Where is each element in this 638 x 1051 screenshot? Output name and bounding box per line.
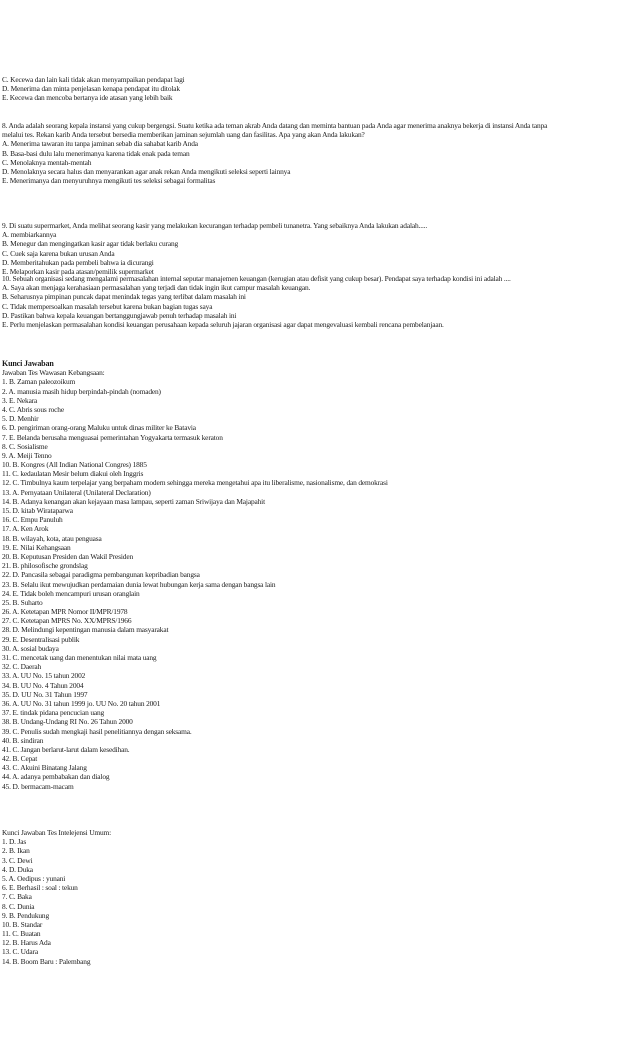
text-line: 5. A. Oedipus : yunani (2, 873, 66, 883)
text-line: 32. C. Daerah (2, 662, 42, 672)
text-line: 14. B. Boom Baru : Palembang (2, 956, 91, 966)
answer-key-intelejensi-umum (2, 828, 638, 966)
text-line: 14. B. Adanya kenangan akan kejayaan masa lampau, seperti zaman Sriwijaya dan Majapahit (2, 496, 265, 506)
text-line: 4. C. Abris sous roche (2, 404, 64, 414)
text-line: 9. Di suatu supermarket, Anda melihat seorang kasir yang melakukan kecurangan terhadap pembeli tunanetra. Yang sebaiknya Anda lakukan adalah..... (2, 221, 428, 230)
text-line: C. Kecewa dan lain kali tidak akan menyampaikan pendapat lagi (2, 75, 185, 84)
text-line: 23. B. Selalu ikut mewujudkan perdamaian dunia lewat hubungan kerja sama dengan bangsa lain (2, 579, 276, 589)
text-line: 30. A. sosial budaya (2, 643, 59, 653)
section-heading: Kunci Jawaban (2, 359, 54, 368)
text-line: 6. D. pengiriman orang-orang Maluku untuk dinas militer ke Batavia (2, 423, 196, 433)
text-line: E. Perlu menjelaskan permasalahan kondisi keuangan perusahaan kepada seluruh jajaran organisasi agar dapat mengevaluasi kembali rencana pembelanjaan. (2, 319, 444, 329)
text-line: 44. A. adanya pembabakan dan dialog (2, 772, 110, 782)
text-line: 45. D. bermacam-macam (2, 781, 74, 791)
text-line: 10. Sebuah organisasi sedang mengalami permasalahan internal seputar manajemen keuangan (kerugian atau defisit yang cukup besar). Pendapat saya terhadap kondisi ini adalah .... (2, 274, 511, 283)
text-line: 9. A. Meiji Tenno (2, 450, 52, 460)
text-line: 11. C. Buatan (2, 929, 41, 939)
text-line: C. Menolaknya mentah-mentah (2, 157, 92, 167)
text-line: 8. Anda adalah seorang kepala instansi yang cukup bergengsi. Suatu ketika ada teman akrab Anda datang dan meminta bantuan pada Anda agar menerima anaknya bekerja di instansi Anda tanpa (2, 121, 548, 130)
text-line: A. Menerima tawaran itu tanpa jaminan sebab dia sahabat karib Anda (2, 139, 198, 149)
text-line: 18. B. wilayah, kota, atau penguasa (2, 533, 102, 543)
text-line: 27. C. Ketetapan MPRS No. XX/MPRS/1966 (2, 616, 132, 626)
text-line: 21. B. philosofische grondslag (2, 561, 88, 571)
text-line: 17. A. Ken Arok (2, 524, 49, 534)
text-line: 10. B. Standar (2, 919, 43, 929)
text-line: A. Saya akan menjaga kerahasiaan permasalahan yang terjadi dan tidak ingin ikut campur masalah keuangan. (2, 283, 311, 293)
answer-key-wawasan-kebangsaan (2, 359, 638, 791)
text-line: 43. C. Akuini Binatang Jalang (2, 763, 87, 773)
text-line: 39. C. Penulis sudah mengkaji hasil penelitiannya dengan seksama. (2, 726, 192, 736)
text-line: 13. A. Pernyataan Unilateral (Unilateral Declaration) (2, 487, 151, 497)
text-line: 3. C. Dewi (2, 855, 33, 865)
question-7-options (2, 75, 638, 103)
text-line: 42. B. Cepat (2, 754, 38, 764)
text-line: 8. C. Dunia (2, 901, 35, 911)
text-line: 7. E. Belanda berusaha menguasai pemerintahan Yogyakarta termasuk keraton (2, 432, 223, 442)
text-line: 33. A. UU No. 15 tahun 2002 (2, 671, 86, 681)
text-line: 20. B. Keputusan Presiden dan Wakil Presiden (2, 551, 134, 561)
text-line: 7. C. Baka (2, 892, 32, 902)
text-line: 1. B. Zaman paleozoikum (2, 377, 76, 387)
text-line: 26. A. Ketetapan MPR Nomor II/MPR/1978 (2, 607, 128, 617)
text-line: 3. E. Nekara (2, 395, 38, 405)
text-line: Jawaban Tes Wawasan Kebangsaan: (2, 368, 105, 378)
text-line: B. Seharusnya pimpinan puncak dapat menindak tegas yang terlibat dalam masalah ini (2, 292, 246, 302)
text-line: 24. E. Tidak boleh mencampuri urusan oranglain (2, 588, 140, 598)
text-line: 35. D. UU No. 31 Tahun 1997 (2, 689, 88, 699)
text-line: D. Memberitahukan pada pembeli bahwa ia dicurangi (2, 257, 154, 267)
text-line: Kunci Jawaban Tes Intelejensi Umum: (2, 828, 112, 837)
text-line: 16. C. Empu Panuluh (2, 515, 63, 525)
text-line: 9. B. Pendukung (2, 910, 50, 920)
text-line: 6. E. Berhasil : soal : tekun (2, 883, 78, 893)
text-line: 12. C. Timbulnya kaum terpelajar yang berpaham modern sehingga mereka mengetahui apa itu liberalisme, nasionalisme, dan demokrasi (2, 478, 388, 488)
text-line: B. Menegur dan mengingatkan kasir agar tidak berlaku curang (2, 239, 179, 249)
text-line: 40. B. sindiran (2, 735, 44, 745)
text-line: 13. C. Udara (2, 947, 38, 957)
text-line: 10. B. Kongres (All Indian National Congres) 1885 (2, 460, 147, 470)
text-line: D. Menolaknya secara halus dan menyarankan agar anak rekan Anda mengikuti seleksi seperti lainnya (2, 166, 291, 176)
text-line: melalui tes. Rekan karib Anda tersebut bersedia memberikan jaminan sejumlah uang dan fasilitas. Apa yang akan Anda lakukan? (2, 130, 365, 140)
text-line: 1. D. Jas (2, 837, 27, 847)
text-line: 5. D. Menhir (2, 414, 39, 424)
text-line: 11. C. kedaulatan Mesir belum diakui oleh Inggris (2, 469, 144, 479)
text-line: 25. B. Suharto (2, 597, 43, 607)
text-line: B. Basa-basi dulu lalu menerimanya karena tidak enak pada teman (2, 148, 190, 158)
text-line: C. Tidak mempersoalkan masalah tersebut karena bukan bagian tugas saya (2, 301, 213, 311)
text-line: 12. B. Harus Ada (2, 938, 51, 948)
text-line: 36. A. UU No. 31 tahun 1999 jo. UU No. 20 tahun 2001 (2, 698, 161, 708)
text-line: 34. B. UU No. 4 Tahun 2004 (2, 680, 84, 690)
text-line: 2. A. manusia masih hidup berpindah-pindah (nomaden) (2, 386, 161, 396)
text-line: 15. D. kitab Wirataparwa (2, 506, 73, 515)
text-line: 4. D. Duka (2, 864, 33, 874)
text-line: C. Cuek saja karena bukan urusan Anda (2, 248, 115, 258)
text-line: 8. C. Sosialisme (2, 441, 48, 451)
text-line: 29. E. Desentralisasi publik (2, 634, 80, 644)
text-line: D. Pastikan bahwa kepala keuangan bertanggungjawab penuh terhadap masalah ini (2, 310, 237, 320)
text-line: 41. C. Jangan berlarut-larut dalam kesedihan. (2, 744, 130, 754)
question-10 (2, 274, 638, 329)
text-line: 2. B. Ikan (2, 846, 30, 856)
text-line: 28. D. Melindungi kepentingan manusia dalam masyarakat (2, 625, 169, 635)
text-line: E. Melaporkan kasir pada atasan/pemilik supermarket (2, 266, 154, 276)
text-line: 37. E. tindak pidana pencucian uang (2, 708, 105, 718)
text-line: 38. B. Undang-Undang RI No. 26 Tahun 2000 (2, 717, 133, 727)
question-8 (2, 121, 638, 185)
text-line: E. Menerimanya dan menyuruhnya mengikuti tes seleksi sebagai formalitas (2, 176, 216, 186)
text-line: D. Menerima dan minta penjelasan kenapa pendapat itu ditolak (2, 84, 180, 94)
question-9 (2, 221, 638, 276)
text-line: 31. C. mencetak uang dan menentukan nilai mata uang (2, 653, 157, 662)
text-line: 22. D. Pancasila sebagai paradigma pembangunan kepribadian bangsa (2, 570, 200, 580)
text-line: 19. E. Nilai Kehangsaan (2, 542, 71, 552)
text-line: E. Kecewa dan mencoba bertanya ide atasan yang lebih baik (2, 93, 173, 103)
text-line: A. membiarkannya (2, 230, 57, 240)
